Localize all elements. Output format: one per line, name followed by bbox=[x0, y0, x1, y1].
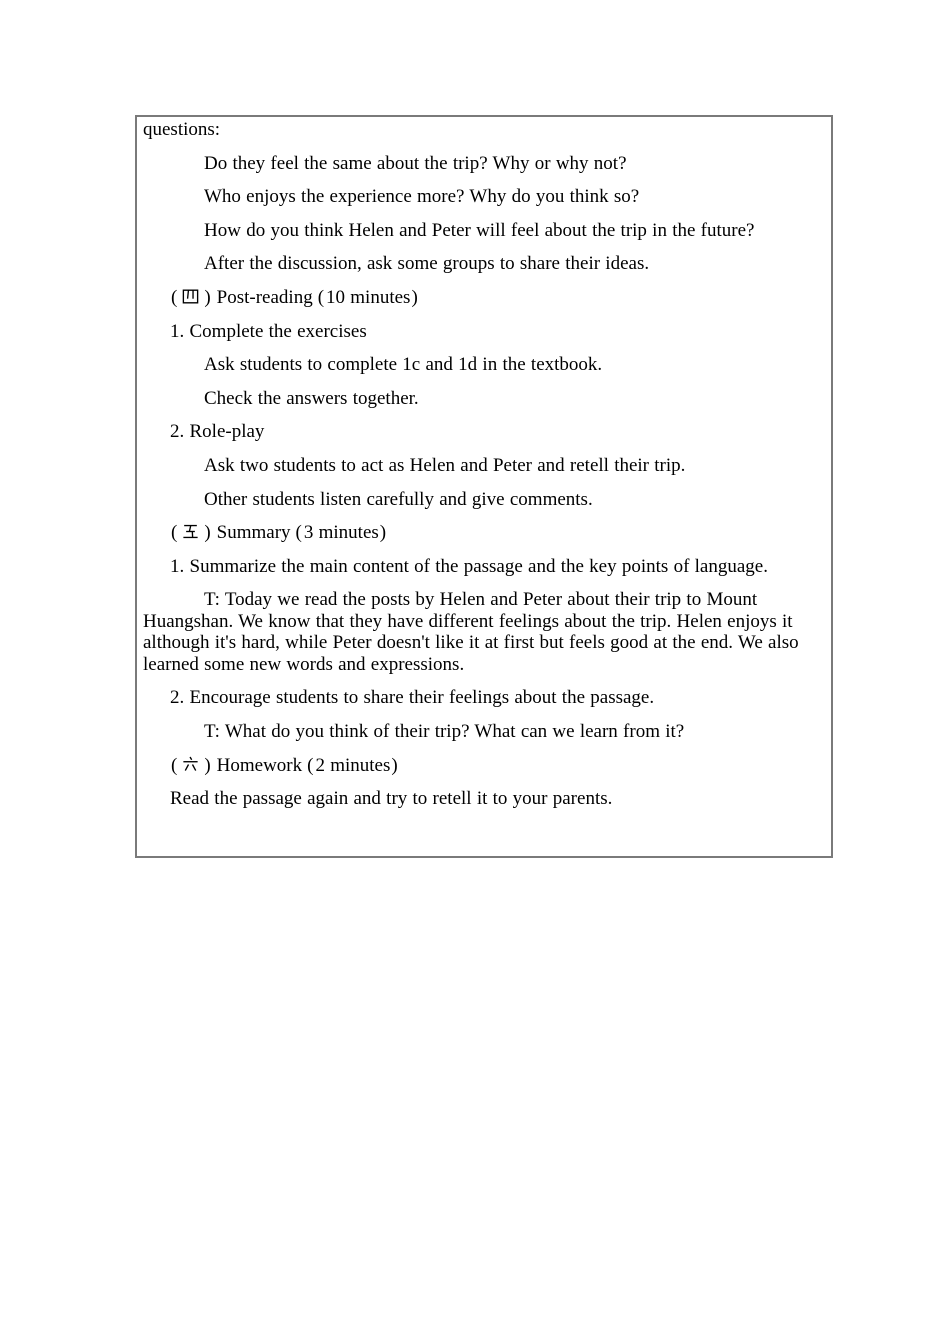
section-duration: 2 minutes bbox=[315, 754, 391, 776]
fullwidth-close-paren: ) bbox=[204, 286, 211, 308]
paragraph: 2. Encourage students to share their feelings about the passage. bbox=[170, 687, 655, 709]
section-title: Summary bbox=[216, 522, 291, 544]
paragraph: How do you think Helen and Peter will feel about the trip in the future? bbox=[204, 219, 755, 241]
chinese-numeral-icon bbox=[181, 287, 200, 306]
fullwidth-close-paren: ) bbox=[391, 754, 398, 776]
paragraph: 1. Summarize the main content of the passage and the key points of language. bbox=[170, 555, 768, 577]
section-heading bbox=[143, 287, 825, 309]
fullwidth-close-paren: ) bbox=[411, 286, 418, 308]
fullwidth-close-paren: ) bbox=[204, 522, 211, 544]
paragraph: Check the answers together. bbox=[204, 387, 419, 409]
paragraph: Who enjoys the experience more? Why do you think so? bbox=[204, 186, 640, 208]
chinese-numeral-icon bbox=[181, 522, 200, 541]
fullwidth-open-paren: ( bbox=[317, 286, 325, 308]
lesson-plan-table-cell bbox=[135, 115, 833, 858]
section-heading bbox=[143, 755, 825, 777]
section-title: Homework bbox=[216, 754, 303, 776]
fullwidth-open-paren: ( bbox=[295, 522, 302, 544]
fullwidth-close-paren: ) bbox=[379, 522, 387, 544]
section-heading bbox=[143, 522, 825, 544]
paragraph: T: Today we read the posts by Helen and Peter about their trip to Mount Huangshan. We know that they have different feelings about the trip. Helen enjoys it although it's hard, while Peter doesn't like it at first but feels good at the end. We also learned some new words and expressions. bbox=[143, 589, 799, 675]
paragraph: 1. Complete the exercises bbox=[170, 320, 367, 342]
fullwidth-open-paren: ( bbox=[307, 754, 314, 776]
fullwidth-open-paren: ( bbox=[171, 754, 178, 776]
fullwidth-open-paren: ( bbox=[171, 522, 178, 544]
paragraph: Ask two students to act as Helen and Peter and retell their trip. bbox=[204, 454, 686, 476]
paragraph: Other students listen carefully and give comments. bbox=[204, 488, 593, 510]
section-title: Post-reading bbox=[216, 286, 313, 308]
chinese-numeral-icon bbox=[181, 755, 200, 774]
paragraph: 2. Role-play bbox=[170, 421, 265, 443]
fullwidth-open-paren: ( bbox=[171, 286, 178, 308]
document-body bbox=[143, 119, 825, 810]
paragraph: T: What do you think of their trip? What can we learn from it? bbox=[204, 721, 685, 742]
paragraph: Ask students to complete 1c and 1d in the textbook. bbox=[204, 354, 603, 376]
section-duration: 10 minutes bbox=[326, 286, 411, 308]
fullwidth-close-paren: ) bbox=[204, 754, 211, 776]
paragraph: Read the passage again and try to retell it to your parents. bbox=[170, 788, 613, 810]
paragraph: After the discussion, ask some groups to share their ideas. bbox=[204, 253, 650, 275]
section-duration: 3 minutes bbox=[303, 522, 379, 544]
paragraph: questions: bbox=[143, 119, 221, 140]
paragraph: Do they feel the same about the trip? Why or why not? bbox=[204, 152, 627, 174]
